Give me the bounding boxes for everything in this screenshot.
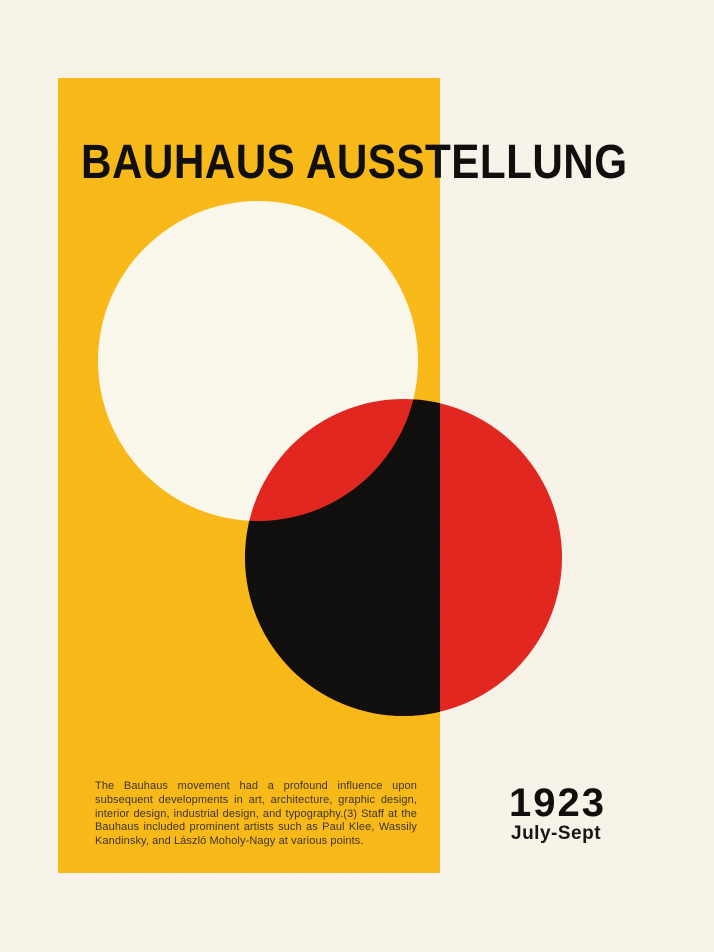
poster-date-range: July-Sept (511, 823, 602, 844)
poster-year: 1923 (509, 781, 606, 825)
poster-title: BAUHAUS AUSSTELLUNG (81, 136, 628, 190)
poster-description: The Bauhaus movement had a profound influence upon subsequent developments in art, architecture, graphic design, interior design, industrial design, and typography.(3) Staff at the Bauhaus included prominent artists such as Paul Klee, Wassily Kandinsky, and László Moholy-Nagy at various points. (95, 780, 417, 848)
